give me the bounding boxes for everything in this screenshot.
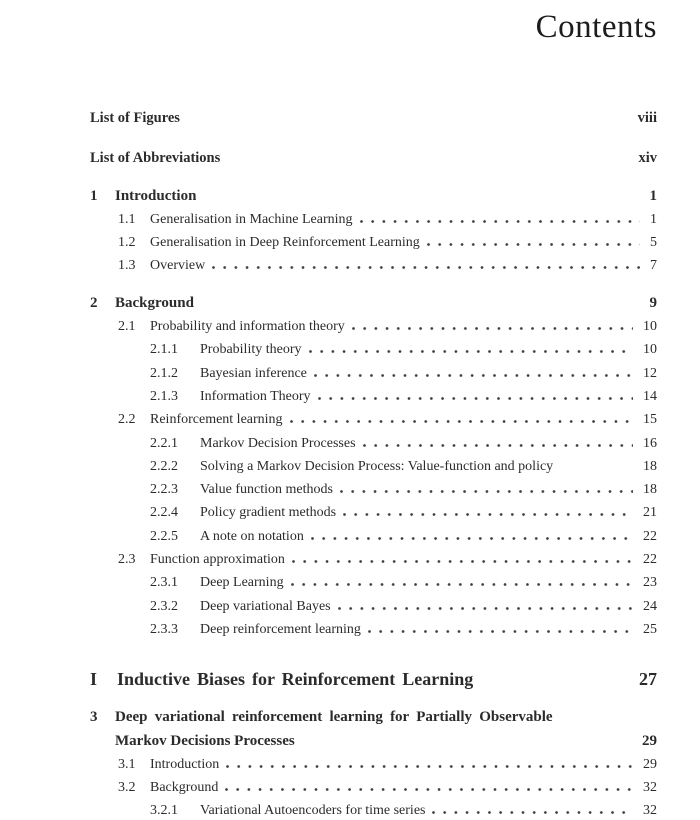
- leader-dots: [314, 374, 633, 377]
- entry-title-block: [115, 706, 657, 753]
- toc-entry-2.3.3[interactable]: [90, 618, 657, 641]
- entry-number: 2.2.3: [150, 482, 178, 498]
- entry-number: 2.2.5: [150, 528, 178, 544]
- leader-dots: [291, 583, 633, 586]
- entry-number: 3.2: [118, 780, 136, 796]
- page-title: Contents: [535, 9, 657, 45]
- entry-page: 29: [643, 756, 657, 772]
- entry-page: 32: [643, 803, 657, 819]
- toc-entry-1.2[interactable]: [90, 231, 657, 254]
- leader-dots: [368, 630, 633, 633]
- entry-number: 2.1: [118, 319, 136, 335]
- entry-title: Inductive Biases for Reinforcement Learning: [117, 669, 474, 690]
- entry-page: 10: [643, 342, 657, 358]
- entry-title: Probability theory: [200, 342, 302, 358]
- leader-dots: [212, 266, 640, 269]
- entry-number: 2.2.1: [150, 435, 178, 451]
- entry-number: 2.1.2: [150, 365, 178, 381]
- entry-title: Markov Decisions Processes: [115, 732, 295, 749]
- toc-entry-2.2.1[interactable]: [90, 432, 657, 455]
- toc-entry-2.2.4[interactable]: [90, 501, 657, 524]
- entry-title: Deep variational Bayes: [200, 598, 331, 614]
- leader-dots: [340, 490, 633, 493]
- toc-entry-3.1[interactable]: [90, 753, 657, 776]
- entry-title: Generalisation in Deep Reinforcement Learning: [150, 235, 420, 251]
- entry-title: Background: [115, 294, 194, 311]
- entry-number: 1.1: [118, 211, 136, 227]
- toc-entry-2.1.2[interactable]: [90, 362, 657, 385]
- toc-entry-2.1[interactable]: [90, 315, 657, 338]
- entry-number: 3.2.1: [150, 803, 178, 819]
- entry-number: 2.3.3: [150, 621, 178, 637]
- entry-page: 29: [642, 732, 657, 749]
- entry-title: Overview: [150, 258, 206, 274]
- entry-number: 1.3: [118, 258, 136, 274]
- entry-page: 21: [643, 505, 657, 521]
- entry-page: 22: [643, 528, 657, 544]
- leader-dots: [427, 243, 640, 246]
- entry-title: List of Abbreviations: [90, 150, 221, 167]
- entry-page: 25: [643, 621, 657, 637]
- entry-title: Information Theory: [200, 388, 311, 404]
- entry-title: Deep Learning: [200, 575, 284, 591]
- toc-entry-2.2.5[interactable]: [90, 525, 657, 548]
- entry-page: 18: [643, 482, 657, 498]
- entry-title: Reinforcement learning: [150, 412, 283, 428]
- toc-entry-2.3[interactable]: [90, 548, 657, 571]
- entry-number: 1.2: [118, 235, 136, 251]
- leader-dots: [226, 765, 633, 768]
- entry-number: 3: [90, 709, 98, 726]
- toc-entry-1[interactable]: [90, 185, 657, 208]
- entry-title: Introduction: [115, 187, 197, 204]
- entry-number: 3.1: [118, 756, 136, 772]
- toc-entry-2.2.3[interactable]: [90, 478, 657, 501]
- entry-page: 5: [650, 235, 657, 251]
- toc-entry-2.2[interactable]: [90, 408, 657, 431]
- entry-page: 18: [643, 458, 657, 474]
- leader-dots: [352, 327, 633, 330]
- leader-dots: [432, 811, 633, 814]
- entry-number: 2: [90, 294, 98, 311]
- entry-page: 1: [650, 211, 657, 227]
- entry-page: xiv: [638, 150, 657, 167]
- leader-dots: [338, 607, 633, 610]
- entry-page: 12: [643, 365, 657, 381]
- entry-title: Policy gradient methods: [200, 505, 337, 521]
- leader-dots: [360, 220, 640, 223]
- entry-page: 22: [643, 552, 657, 568]
- entry-page: 27: [639, 669, 657, 690]
- entry-page: 23: [643, 575, 657, 591]
- leader-dots: [225, 788, 633, 791]
- entry-number: 2.3.2: [150, 598, 178, 614]
- entry-title-line-2: [115, 730, 657, 753]
- entry-title: Variational Autoencoders for time series: [200, 803, 426, 819]
- entry-number: 2.2: [118, 412, 136, 428]
- entry-number: 2.3: [118, 552, 136, 568]
- toc-entry-list-of-figures[interactable]: [90, 107, 657, 130]
- leader-dots: [363, 444, 633, 447]
- toc-entry-3.2.1[interactable]: [90, 799, 657, 820]
- toc-entry-2.1.1[interactable]: [90, 338, 657, 361]
- toc-entry-3.2[interactable]: [90, 776, 657, 799]
- leader-dots: [311, 537, 633, 540]
- toc-entry-2.2.2[interactable]: [90, 455, 657, 478]
- entry-page: 10: [643, 319, 657, 335]
- entry-page: 14: [643, 388, 657, 404]
- entry-title: Introduction: [150, 756, 220, 772]
- entry-title: Function approximation: [150, 552, 285, 568]
- entry-page: 32: [643, 780, 657, 796]
- toc-entry-2.1.3[interactable]: [90, 385, 657, 408]
- entry-title: Generalisation in Machine Learning: [150, 211, 353, 227]
- entry-number: 2.2.2: [150, 458, 178, 474]
- entry-page: 7: [650, 258, 657, 274]
- toc-entry-i[interactable]: [90, 667, 657, 692]
- entry-title: A note on notation: [200, 528, 304, 544]
- toc-entry-2.3.1[interactable]: [90, 571, 657, 594]
- entry-title: Markov Decision Processes: [200, 435, 356, 451]
- toc-entry-1.3[interactable]: [90, 254, 657, 277]
- entry-page: 24: [643, 598, 657, 614]
- leader-dots: [343, 513, 633, 516]
- entry-number: 2.3.1: [150, 575, 178, 591]
- toc-entry-2[interactable]: [90, 292, 657, 315]
- toc-list: [90, 107, 657, 820]
- leader-dots: [290, 420, 633, 423]
- entry-title: Probability and information theory: [150, 319, 345, 335]
- entry-title: Deep reinforcement learning: [200, 621, 361, 637]
- toc-entry-list-of-abbreviations[interactable]: [90, 147, 657, 170]
- toc-content: [90, 0, 657, 820]
- leader-dots: [309, 350, 634, 353]
- toc-entry-3[interactable]: [90, 706, 657, 753]
- entry-page: 16: [643, 435, 657, 451]
- entry-number: I: [90, 669, 98, 690]
- leader-dots: [292, 560, 633, 563]
- entry-page: 15: [643, 412, 657, 428]
- toc-entry-2.3.2[interactable]: [90, 595, 657, 618]
- entry-title: List of Figures: [90, 110, 180, 126]
- entry-number: 1: [90, 187, 98, 204]
- entry-title: Solving a Markov Decision Process: Value-function and policy: [200, 458, 554, 474]
- entry-number: 2.2.4: [150, 505, 178, 521]
- entry-title: Value function methods: [200, 482, 333, 498]
- entry-title: Bayesian inference: [200, 365, 307, 381]
- entry-title-line-1: Deep variational reinforcement learning for Partially Observable: [115, 709, 553, 726]
- entry-number: 2.1.1: [150, 342, 178, 358]
- entry-page: 1: [649, 187, 657, 204]
- entry-page: viii: [637, 110, 657, 126]
- entry-title: Background: [150, 780, 219, 796]
- toc-entry-1.1[interactable]: [90, 208, 657, 231]
- entry-page: 9: [649, 294, 657, 311]
- leader-dots: [318, 397, 633, 400]
- entry-number: 2.1.3: [150, 388, 178, 404]
